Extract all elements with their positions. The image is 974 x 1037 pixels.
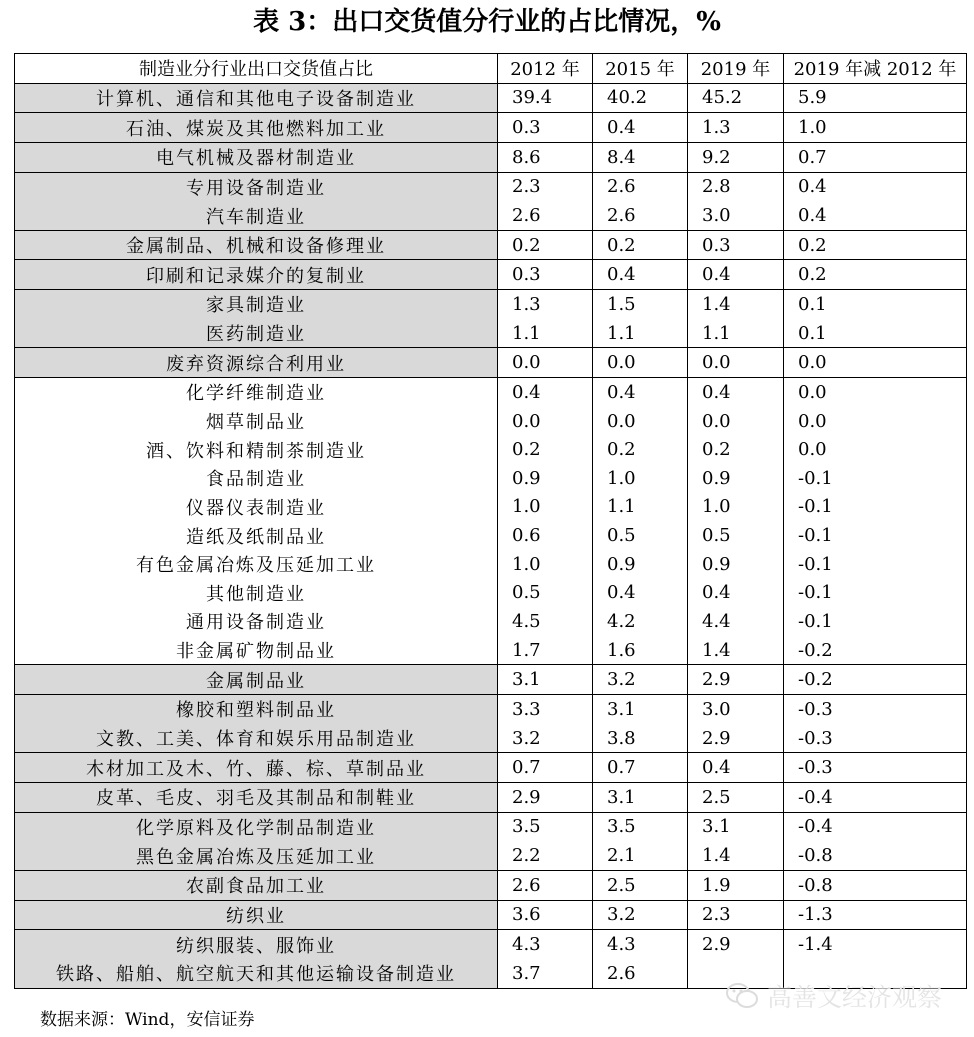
value-2019-cell: 0.0 (688, 407, 784, 436)
wechat-icon (725, 982, 759, 1010)
diff-cell: -0.3 (784, 724, 967, 753)
diff-cell: -0.1 (784, 607, 967, 636)
export-share-table (14, 53, 967, 989)
watermark-text: 高善文经济观察 (766, 983, 942, 1012)
value-2012-cell: 3.6 (498, 900, 593, 930)
diff-cell: -1.4 (784, 930, 967, 959)
industry-name-cell: 食品制造业 (15, 464, 498, 493)
industry-name-cell: 印刷和记录媒介的复制业 (15, 260, 498, 290)
value-2012-cell: 2.9 (498, 783, 593, 813)
value-2019-cell: 1.0 (688, 493, 784, 522)
diff-cell: -0.8 (784, 870, 967, 900)
value-2012-cell: 0.0 (498, 348, 593, 378)
industry-name-cell: 木材加工及木、竹、藤、棕、草制品业 (15, 753, 498, 783)
value-2019-cell: 3.0 (688, 201, 784, 230)
industry-name-cell: 仪器仪表制造业 (15, 493, 498, 522)
value-2012-cell: 3.3 (498, 695, 593, 724)
value-2012-cell: 0.3 (498, 260, 593, 290)
value-2012-cell: 3.5 (498, 812, 593, 841)
industry-name-cell: 铁路、船舶、航空航天和其他运输设备制造业 (15, 959, 498, 988)
table-row (15, 319, 967, 348)
value-2019-cell: 2.8 (688, 172, 784, 201)
header-2019: 2019 年 (688, 54, 784, 84)
industry-name-cell: 纺织服装、服饰业 (15, 930, 498, 959)
value-2012-cell: 39.4 (498, 83, 593, 113)
industry-name-cell: 计算机、通信和其他电子设备制造业 (15, 83, 498, 113)
value-2015-cell: 1.0 (593, 464, 688, 493)
table-title: 表 3：出口交货值分行业的占比情况，% (253, 7, 721, 37)
value-2015-cell: 0.4 (593, 260, 688, 290)
industry-name-cell: 电气机械及器材制造业 (15, 142, 498, 172)
value-2012-cell: 2.6 (498, 870, 593, 900)
value-2015-cell: 0.2 (593, 230, 688, 260)
industry-name-cell: 烟草制品业 (15, 407, 498, 436)
value-2012-cell: 0.5 (498, 579, 593, 608)
industry-name-cell: 农副食品加工业 (15, 870, 498, 900)
industry-name-cell: 酒、饮料和精制茶制造业 (15, 435, 498, 464)
value-2015-cell: 1.6 (593, 636, 688, 665)
value-2012-cell: 1.0 (498, 493, 593, 522)
value-2019-cell: 2.9 (688, 724, 784, 753)
value-2019-cell: 0.2 (688, 435, 784, 464)
table-row (15, 753, 967, 783)
table-row (15, 435, 967, 464)
value-2019-cell: 0.9 (688, 464, 784, 493)
value-2012-cell: 3.2 (498, 724, 593, 753)
table-row (15, 521, 967, 550)
table-row (15, 724, 967, 753)
value-2015-cell: 3.8 (593, 724, 688, 753)
diff-cell: -0.1 (784, 521, 967, 550)
table-row (15, 665, 967, 695)
industry-name-cell: 石油、煤炭及其他燃料加工业 (15, 113, 498, 143)
table-row (15, 290, 967, 319)
industry-name-cell: 废弃资源综合利用业 (15, 348, 498, 378)
value-2015-cell: 0.5 (593, 521, 688, 550)
value-2019-cell: 45.2 (688, 83, 784, 113)
table-row (15, 260, 967, 290)
value-2015-cell: 2.1 (593, 841, 688, 870)
diff-cell: 0.1 (784, 290, 967, 319)
value-2015-cell: 8.4 (593, 142, 688, 172)
value-2012-cell: 2.2 (498, 841, 593, 870)
diff-cell: -0.4 (784, 783, 967, 813)
value-2015-cell: 3.1 (593, 783, 688, 813)
industry-name-cell: 金属制品、机械和设备修理业 (15, 230, 498, 260)
table-row (15, 113, 967, 143)
value-2019-cell: 0.4 (688, 260, 784, 290)
value-2019-cell: 0.4 (688, 579, 784, 608)
diff-cell: 0.7 (784, 142, 967, 172)
table-row (15, 142, 967, 172)
value-2019-cell: 1.4 (688, 290, 784, 319)
value-2012-cell: 8.6 (498, 142, 593, 172)
table-row (15, 83, 967, 113)
value-2015-cell: 1.1 (593, 493, 688, 522)
industry-name-cell: 造纸及纸制品业 (15, 521, 498, 550)
value-2019-cell: 0.3 (688, 230, 784, 260)
table-row (15, 230, 967, 260)
value-2019-cell: 2.3 (688, 900, 784, 930)
diff-cell: 1.0 (784, 113, 967, 143)
value-2019-cell: 1.1 (688, 319, 784, 348)
industry-name-cell: 纺织业 (15, 900, 498, 930)
data-source-note: 数据来源：Wind，安信证券 (40, 1010, 255, 1030)
diff-cell: -0.2 (784, 636, 967, 665)
table-row (15, 493, 967, 522)
value-2012-cell: 0.2 (498, 435, 593, 464)
header-diff: 2019 年减 2012 年 (784, 54, 967, 84)
table-row (15, 636, 967, 665)
value-2019-cell: 0.5 (688, 521, 784, 550)
diff-cell: -0.8 (784, 841, 967, 870)
value-2015-cell: 0.4 (593, 113, 688, 143)
value-2019-cell: 1.3 (688, 113, 784, 143)
table-row (15, 695, 967, 724)
diff-cell: 0.0 (784, 378, 967, 407)
industry-name-cell: 橡胶和塑料制品业 (15, 695, 498, 724)
value-2015-cell: 2.6 (593, 959, 688, 988)
diff-cell: -0.1 (784, 493, 967, 522)
value-2019-cell: 3.0 (688, 695, 784, 724)
industry-name-cell: 家具制造业 (15, 290, 498, 319)
value-2012-cell: 0.3 (498, 113, 593, 143)
diff-cell: -0.2 (784, 665, 967, 695)
diff-cell: 0.0 (784, 348, 967, 378)
diff-cell: 0.1 (784, 319, 967, 348)
value-2015-cell: 2.5 (593, 870, 688, 900)
industry-name-cell: 黑色金属冶炼及压延加工业 (15, 841, 498, 870)
header-2012: 2012 年 (498, 54, 593, 84)
diff-cell: -0.3 (784, 753, 967, 783)
value-2015-cell: 3.2 (593, 665, 688, 695)
value-2012-cell: 4.5 (498, 607, 593, 636)
value-2019-cell: 1.9 (688, 870, 784, 900)
diff-cell: 0.2 (784, 260, 967, 290)
value-2015-cell: 4.3 (593, 930, 688, 959)
industry-name-cell: 化学纤维制造业 (15, 378, 498, 407)
table-row (15, 407, 967, 436)
watermark (725, 978, 942, 1014)
value-2015-cell: 1.1 (593, 319, 688, 348)
value-2015-cell: 0.4 (593, 378, 688, 407)
diff-cell: 0.0 (784, 435, 967, 464)
table-row (15, 900, 967, 930)
value-2015-cell: 0.2 (593, 435, 688, 464)
value-2012-cell: 3.1 (498, 665, 593, 695)
value-2012-cell: 0.7 (498, 753, 593, 783)
industry-name-cell: 皮革、毛皮、羽毛及其制品和制鞋业 (15, 783, 498, 813)
value-2012-cell: 2.3 (498, 172, 593, 201)
table-row (15, 378, 967, 407)
table-row (15, 930, 967, 959)
value-2019-cell: 0.4 (688, 378, 784, 407)
value-2015-cell: 40.2 (593, 83, 688, 113)
diff-cell: 0.4 (784, 172, 967, 201)
table-row (15, 464, 967, 493)
value-2012-cell: 1.1 (498, 319, 593, 348)
value-2019-cell: 1.4 (688, 841, 784, 870)
diff-cell: 5.9 (784, 83, 967, 113)
table-row (15, 579, 967, 608)
value-2019-cell: 9.2 (688, 142, 784, 172)
value-2019-cell: 3.1 (688, 812, 784, 841)
value-2012-cell: 0.0 (498, 407, 593, 436)
diff-cell: -1.3 (784, 900, 967, 930)
header-2015: 2015 年 (593, 54, 688, 84)
value-2012-cell: 2.6 (498, 201, 593, 230)
table-row (15, 348, 967, 378)
value-2015-cell: 3.5 (593, 812, 688, 841)
diff-cell: -0.1 (784, 550, 967, 579)
value-2015-cell: 0.0 (593, 348, 688, 378)
value-2015-cell: 0.4 (593, 579, 688, 608)
value-2015-cell: 0.7 (593, 753, 688, 783)
header-industry: 制造业分行业出口交货值占比 (15, 54, 498, 84)
value-2019-cell: 0.0 (688, 348, 784, 378)
value-2012-cell: 1.3 (498, 290, 593, 319)
value-2019-cell: 2.9 (688, 665, 784, 695)
value-2012-cell: 1.7 (498, 636, 593, 665)
diff-cell: -0.1 (784, 579, 967, 608)
table-row (15, 201, 967, 230)
value-2015-cell: 3.1 (593, 695, 688, 724)
table-row (15, 870, 967, 900)
industry-name-cell: 专用设备制造业 (15, 172, 498, 201)
value-2015-cell: 3.2 (593, 900, 688, 930)
industry-name-cell: 化学原料及化学制品制造业 (15, 812, 498, 841)
value-2015-cell: 2.6 (593, 172, 688, 201)
table-row (15, 550, 967, 579)
industry-name-cell: 金属制品业 (15, 665, 498, 695)
industry-name-cell: 医药制造业 (15, 319, 498, 348)
value-2019-cell: 0.4 (688, 753, 784, 783)
industry-name-cell: 通用设备制造业 (15, 607, 498, 636)
value-2012-cell: 4.3 (498, 930, 593, 959)
value-2019-cell: 1.4 (688, 636, 784, 665)
value-2015-cell: 0.0 (593, 407, 688, 436)
industry-name-cell: 其他制造业 (15, 579, 498, 608)
value-2019-cell: 0.9 (688, 550, 784, 579)
value-2019-cell: 4.4 (688, 607, 784, 636)
value-2012-cell: 0.6 (498, 521, 593, 550)
table-row (15, 812, 967, 841)
diff-cell: -0.3 (784, 695, 967, 724)
value-2019-cell: 2.9 (688, 930, 784, 959)
table-row (15, 607, 967, 636)
value-2019-cell: 2.5 (688, 783, 784, 813)
diff-cell: 0.0 (784, 407, 967, 436)
industry-name-cell: 文教、工美、体育和娱乐用品制造业 (15, 724, 498, 753)
diff-cell: 0.2 (784, 230, 967, 260)
table-row (15, 783, 967, 813)
value-2012-cell: 0.9 (498, 464, 593, 493)
industry-name-cell: 有色金属冶炼及压延加工业 (15, 550, 498, 579)
value-2015-cell: 1.5 (593, 290, 688, 319)
value-2012-cell: 3.7 (498, 959, 593, 988)
value-2012-cell: 0.2 (498, 230, 593, 260)
table-row (15, 841, 967, 870)
diff-cell: -0.1 (784, 464, 967, 493)
value-2012-cell: 1.0 (498, 550, 593, 579)
value-2015-cell: 0.9 (593, 550, 688, 579)
header-row (15, 54, 967, 84)
diff-cell: 0.4 (784, 201, 967, 230)
value-2015-cell: 2.6 (593, 201, 688, 230)
diff-cell: -0.4 (784, 812, 967, 841)
industry-name-cell: 非金属矿物制品业 (15, 636, 498, 665)
value-2015-cell: 4.2 (593, 607, 688, 636)
value-2012-cell: 0.4 (498, 378, 593, 407)
industry-name-cell: 汽车制造业 (15, 201, 498, 230)
table-row (15, 172, 967, 201)
